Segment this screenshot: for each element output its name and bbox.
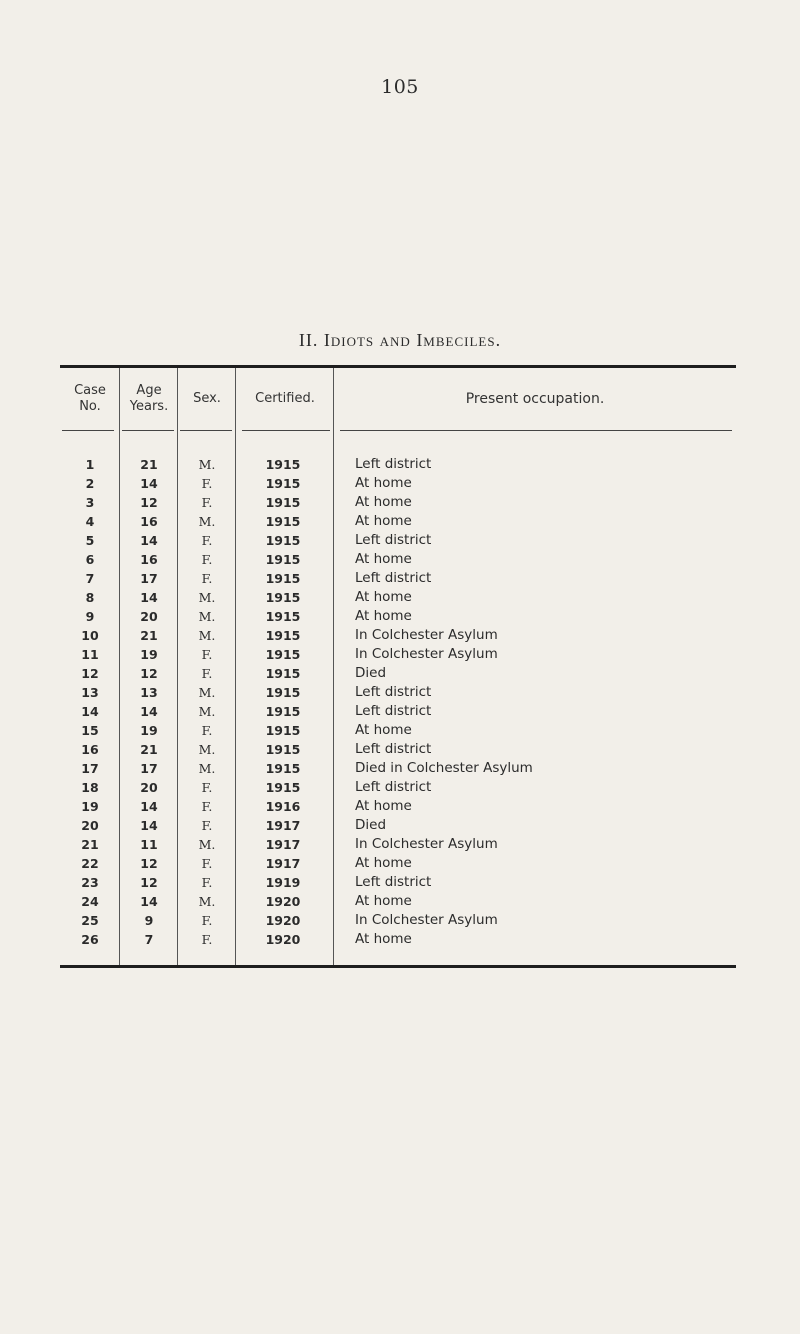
cell-age-years: 12 xyxy=(140,666,158,681)
header-underline xyxy=(62,430,114,431)
cell-sex: F. xyxy=(201,818,213,833)
cell-certified-year: 1915 xyxy=(265,666,301,681)
cell-case-number: 6 xyxy=(85,552,95,567)
table-body xyxy=(60,455,736,949)
cell-case-number: 26 xyxy=(81,932,99,947)
cell-age-years: 14 xyxy=(140,818,158,833)
table-row xyxy=(60,892,736,911)
table-row xyxy=(60,474,736,493)
cell-certified-year: 1917 xyxy=(265,837,301,852)
cell-case-number: 12 xyxy=(81,666,99,681)
cell-certified-year: 1915 xyxy=(265,495,301,510)
table-row xyxy=(60,854,736,873)
cell-sex: M. xyxy=(198,742,216,757)
cell-age-years: 21 xyxy=(140,628,158,643)
cell-age-years: 14 xyxy=(140,533,158,548)
table-row xyxy=(60,645,736,664)
cell-certified-year: 1915 xyxy=(265,552,301,567)
cell-certified-year: 1915 xyxy=(265,514,301,529)
header-underline xyxy=(340,430,732,431)
cell-age-years: 19 xyxy=(140,723,158,738)
cell-sex: F. xyxy=(201,799,213,814)
table-row xyxy=(60,531,736,550)
table-row xyxy=(60,626,736,645)
cell-present-occupation: Left district xyxy=(355,532,432,548)
cell-certified-year: 1915 xyxy=(265,590,301,605)
cell-sex: F. xyxy=(201,647,213,662)
cell-case-number: 14 xyxy=(81,704,99,719)
cell-case-number: 22 xyxy=(81,856,99,871)
cell-certified-year: 1915 xyxy=(265,780,301,795)
cell-certified-year: 1915 xyxy=(265,742,301,757)
cell-case-number: 3 xyxy=(85,495,95,510)
cell-sex: F. xyxy=(201,666,213,681)
cell-age-years: 11 xyxy=(140,837,158,852)
cell-case-number: 2 xyxy=(85,476,95,491)
table-row xyxy=(60,778,736,797)
cell-sex: M. xyxy=(198,628,216,643)
table-row xyxy=(60,607,736,626)
table-row xyxy=(60,493,736,512)
cell-age-years: 19 xyxy=(140,647,158,662)
header-underline xyxy=(242,430,330,431)
cell-present-occupation: Died xyxy=(355,665,387,681)
cell-present-occupation: At home xyxy=(355,608,412,624)
cell-present-occupation: Left district xyxy=(355,779,432,795)
cell-present-occupation: At home xyxy=(355,513,412,529)
cell-present-occupation: In Colchester Asylum xyxy=(355,836,498,852)
cell-certified-year: 1917 xyxy=(265,818,301,833)
table-row xyxy=(60,835,736,854)
table-row xyxy=(60,816,736,835)
cell-sex: F. xyxy=(201,495,213,510)
cell-case-number: 25 xyxy=(81,913,99,928)
cell-present-occupation: At home xyxy=(355,551,412,567)
cell-sex: M. xyxy=(198,894,216,909)
table-row xyxy=(60,569,736,588)
header-sex: Sex. xyxy=(193,391,221,406)
cell-case-number: 13 xyxy=(81,685,99,700)
cell-case-number: 16 xyxy=(81,742,99,757)
cell-present-occupation: Died xyxy=(355,817,387,833)
cell-certified-year: 1915 xyxy=(265,647,301,662)
table-row xyxy=(60,911,736,930)
cell-age-years: 12 xyxy=(140,875,158,890)
cell-present-occupation: Left district xyxy=(355,874,432,890)
cell-age-years: 17 xyxy=(140,571,158,586)
cell-sex: M. xyxy=(198,457,216,472)
cell-present-occupation: Died in Colchester Asylum xyxy=(355,760,533,776)
cell-certified-year: 1919 xyxy=(265,875,301,890)
table-row xyxy=(60,512,736,531)
section-title: II. Idiots and Imbeciles. xyxy=(298,330,502,350)
table-row xyxy=(60,455,736,474)
cell-sex: M. xyxy=(198,590,216,605)
cell-certified-year: 1915 xyxy=(265,685,301,700)
cell-present-occupation: At home xyxy=(355,855,412,871)
cell-case-number: 20 xyxy=(81,818,99,833)
cell-case-number: 8 xyxy=(85,590,95,605)
cell-sex: F. xyxy=(201,476,213,491)
cell-certified-year: 1915 xyxy=(265,704,301,719)
cell-age-years: 12 xyxy=(140,495,158,510)
cell-sex: M. xyxy=(198,837,216,852)
header-certified: Certified. xyxy=(255,391,315,406)
cell-case-number: 11 xyxy=(81,647,99,662)
header-age-years: Age Years. xyxy=(129,383,169,414)
cell-certified-year: 1915 xyxy=(265,571,301,586)
cell-age-years: 9 xyxy=(144,913,154,928)
cell-age-years: 14 xyxy=(140,476,158,491)
table-row xyxy=(60,550,736,569)
cell-age-years: 20 xyxy=(140,609,158,624)
cell-present-occupation: Left district xyxy=(355,456,432,472)
cell-present-occupation: At home xyxy=(355,722,412,738)
cell-age-years: 16 xyxy=(140,552,158,567)
table-row xyxy=(60,740,736,759)
cell-age-years: 21 xyxy=(140,457,158,472)
header-case-no: Case No. xyxy=(74,383,106,414)
header-underline xyxy=(180,430,232,431)
cell-certified-year: 1915 xyxy=(265,723,301,738)
cell-case-number: 21 xyxy=(81,837,99,852)
cell-sex: M. xyxy=(198,685,216,700)
cell-sex: F. xyxy=(201,723,213,738)
cell-sex: M. xyxy=(198,761,216,776)
cell-sex: F. xyxy=(201,932,213,947)
cell-case-number: 18 xyxy=(81,780,99,795)
table-row xyxy=(60,683,736,702)
table-row xyxy=(60,930,736,949)
cell-sex: F. xyxy=(201,552,213,567)
cell-present-occupation: At home xyxy=(355,494,412,510)
cell-certified-year: 1915 xyxy=(265,628,301,643)
cell-sex: F. xyxy=(201,780,213,795)
cell-sex: M. xyxy=(198,609,216,624)
cell-present-occupation: At home xyxy=(355,475,412,491)
cell-sex: F. xyxy=(201,875,213,890)
cell-case-number: 5 xyxy=(85,533,95,548)
cell-case-number: 24 xyxy=(81,894,99,909)
cell-present-occupation: Left district xyxy=(355,684,432,700)
cell-age-years: 20 xyxy=(140,780,158,795)
cell-certified-year: 1916 xyxy=(265,799,301,814)
cell-age-years: 14 xyxy=(140,704,158,719)
cell-sex: M. xyxy=(198,514,216,529)
table-row xyxy=(60,759,736,778)
cell-sex: F. xyxy=(201,913,213,928)
cell-sex: F. xyxy=(201,856,213,871)
cell-age-years: 7 xyxy=(144,932,154,947)
cell-age-years: 12 xyxy=(140,856,158,871)
cell-certified-year: 1917 xyxy=(265,856,301,871)
table-row xyxy=(60,797,736,816)
cell-age-years: 14 xyxy=(140,799,158,814)
cell-certified-year: 1920 xyxy=(265,894,301,909)
cell-present-occupation: Left district xyxy=(355,703,432,719)
cell-present-occupation: In Colchester Asylum xyxy=(355,912,498,928)
cell-present-occupation: Left district xyxy=(355,570,432,586)
cell-case-number: 9 xyxy=(85,609,95,624)
cell-case-number: 4 xyxy=(85,514,95,529)
header-underline xyxy=(122,430,174,431)
cell-certified-year: 1915 xyxy=(265,457,301,472)
cell-present-occupation: At home xyxy=(355,589,412,605)
cell-age-years: 21 xyxy=(140,742,158,757)
cell-present-occupation: In Colchester Asylum xyxy=(355,646,498,662)
cell-case-number: 15 xyxy=(81,723,99,738)
cell-certified-year: 1915 xyxy=(265,533,301,548)
cell-certified-year: 1915 xyxy=(265,476,301,491)
cell-age-years: 17 xyxy=(140,761,158,776)
cell-sex: M. xyxy=(198,704,216,719)
table-row xyxy=(60,664,736,683)
cell-age-years: 14 xyxy=(140,590,158,605)
cell-case-number: 10 xyxy=(81,628,99,643)
cell-sex: F. xyxy=(201,533,213,548)
cell-sex: F. xyxy=(201,571,213,586)
cell-case-number: 23 xyxy=(81,875,99,890)
cell-certified-year: 1920 xyxy=(265,932,301,947)
cell-age-years: 13 xyxy=(140,685,158,700)
table-row xyxy=(60,721,736,740)
cell-age-years: 16 xyxy=(140,514,158,529)
cell-case-number: 17 xyxy=(81,761,99,776)
cell-case-number: 7 xyxy=(85,571,95,586)
page-number: 105 xyxy=(381,76,419,98)
cell-case-number: 1 xyxy=(85,457,95,472)
table-bottom-rule xyxy=(60,965,736,968)
cell-present-occupation: In Colchester Asylum xyxy=(355,627,498,643)
cell-present-occupation: At home xyxy=(355,893,412,909)
table-row xyxy=(60,588,736,607)
cell-present-occupation: At home xyxy=(355,798,412,814)
table-row xyxy=(60,873,736,892)
cell-present-occupation: At home xyxy=(355,931,412,947)
table-row xyxy=(60,702,736,721)
cell-certified-year: 1915 xyxy=(265,761,301,776)
header-present-occupation: Present occupation. xyxy=(465,391,605,407)
cell-age-years: 14 xyxy=(140,894,158,909)
cell-present-occupation: Left district xyxy=(355,741,432,757)
cell-certified-year: 1915 xyxy=(265,609,301,624)
cell-certified-year: 1920 xyxy=(265,913,301,928)
cell-case-number: 19 xyxy=(81,799,99,814)
